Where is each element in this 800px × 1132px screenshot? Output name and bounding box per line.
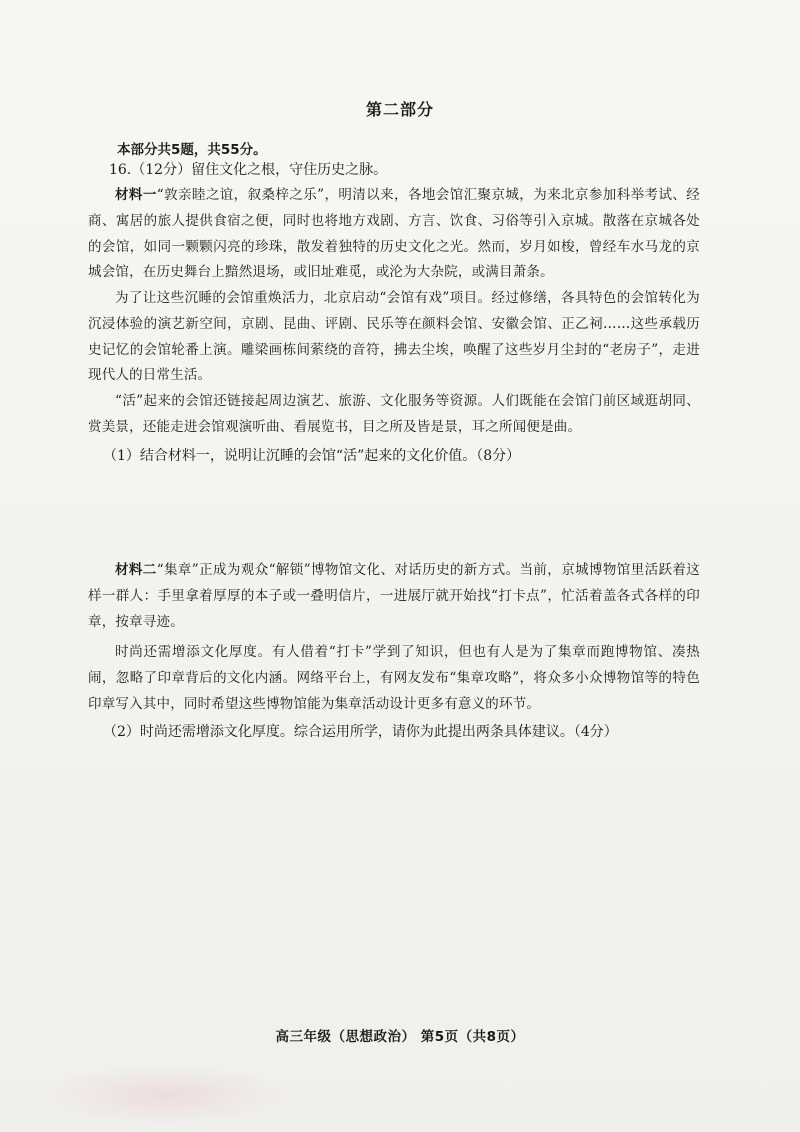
material2-label: 材料二 [115,562,157,578]
material2-paragraph-2: 时尚还需增添文化厚度。有人借着“打卡”学到了知识，但也有人是为了集章而跑博物馆、凑热闹，忽略了印章背后的文化内涵。网络平台上，有网友发布“集章攻略”，将众多小众博物馆等的特色印章写入其中，同时希望这些博物馆能为集章活动设计更多有意义的环节。 [88,644,700,712]
material1-paragraph-1 [88,183,700,286]
question-16-header: 16.（12分）留住文化之根，守住历史之脉。 [109,162,388,178]
material1-text-1: “敦亲睦之谊，叙桑梓之乐”，明清以来，各地会馆汇聚京城，为来北京参加科举考试、经商、寓居的旅人提供食宿之便，同时也将地方戏剧、方言、饮食、习俗等引入京城。散落在京城各处的会馆，如同一颗颗闪亮的珍珠，散发着独特的历史文化之光。然而，岁月如梭，曾经车水马龙的京城会馆，在历史舞台上黯然退场，或旧址难觅，或沦为大杂院，或满目萧条。 [88,187,700,281]
material2-text-1: “集章”正成为观众“解锁”博物馆文化、对话历史的新方式。当前，京城博物馆里活跃着这样一群人：手里拿着厚厚的本子或一叠明信片，一进展厅就开始找“打卡点”，忙活着盖各式各样的印章，按章寻迹。 [88,562,700,630]
sub-question-1: （1）结合材料一，说明让沉睡的会馆“活”起来的文化价值。（8分） [103,448,521,464]
stamp-smudge [40,1065,290,1125]
material1-label: 材料一 [115,187,157,203]
part-title: 第二部分 [365,100,434,119]
material1-paragraph-3: “活”起来的会馆还链接起周边演艺、旅游、文化服务等资源。人们既能在会馆门前区域逛胡同、赏美景，还能走进会馆观演听曲、看展览书，目之所及皆是景，耳之所闻便是曲。 [88,393,700,435]
material2-paragraph-1 [88,558,700,635]
material1-paragraph-2: 为了让这些沉睡的会馆重焕活力，北京启动“会馆有戏”项目。经过修缮，各具特色的会馆转化为沉浸体验的演艺新空间，京剧、昆曲、评剧、民乐等在颜料会馆、安徽会馆、正乙祠……这些承载历史记忆的会馆轮番上演。雕梁画栋间萦绕的音符，拂去尘埃，唤醒了这些岁月尘封的“老房子”，走进现代人的日常生活。 [88,290,700,384]
page-footer: 高三年级（思想政治） 第5页（共8页） [275,1029,525,1045]
section-intro: 本部分共5题，共55分。 [117,142,267,158]
sub-question-2: （2）时尚还需增添文化厚度。综合运用所学，请你为此提出两条具体建议。（4分） [103,724,618,740]
